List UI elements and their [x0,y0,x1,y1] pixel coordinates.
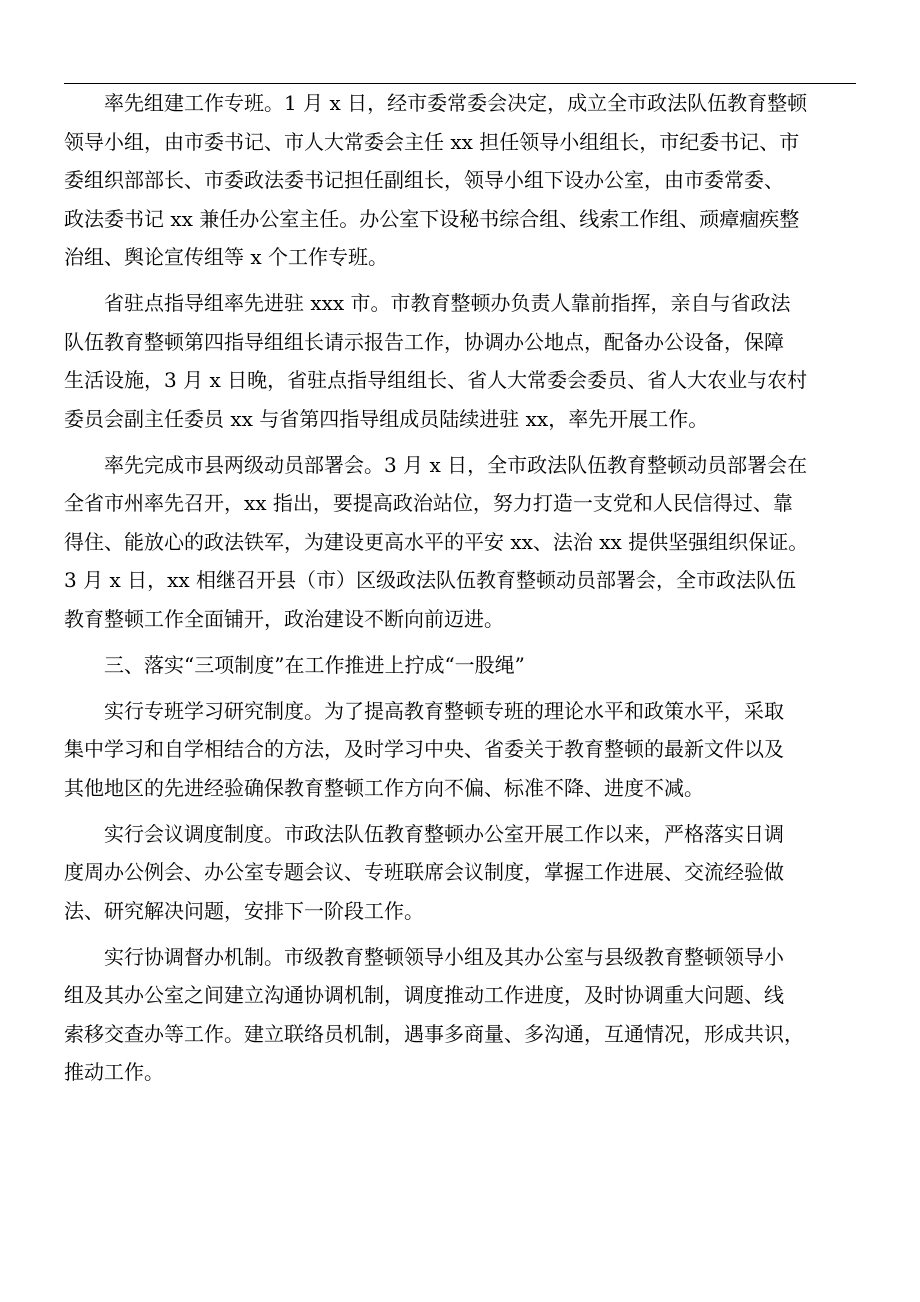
paragraph [64,84,856,277]
text-line: 得住、能放心的政法铁军，为建设更高水平的平安 xx、法治 xx 提供坚强组织保证。 [64,529,809,554]
text-line: 治组、舆论宣传组等 x 个工作专班。 [64,245,388,269]
text-line: 率先组建工作专班。1 月 x 日，经市委常委会决定，成立全市政法队伍教育整顿 [104,91,808,115]
text-line: 组及其办公室之间建立沟通协调机制，调度推动工作进度，及时协调重大问题、线 [64,983,784,1007]
text-line: 实行专班学习研究制度。为了提高教育整顿专班的理论水平和政策水平，采取 [104,698,784,723]
paragraph [64,815,856,931]
text-line: 率先完成市县两级动员部署会。3 月 x 日，全市政法队伍教育整顿动员部署会在 [104,452,808,477]
text-line: 索移交查办等工作。建立联络员机制，遇事多商量、多沟通，互通情况，形成共识， [64,1021,804,1046]
paragraph [64,938,856,1092]
paragraph [64,692,856,808]
text-line: 推动工作。 [64,1060,164,1084]
text-line: 实行协调督办机制。市级教育整顿领导小组及其办公室与县级教育整顿领导小 [104,944,784,969]
text-line: 度周办公例会、办公室专题会议、专班联席会议制度，掌握工作进展、交流经验做 [64,860,784,884]
text-line: 领导小组，由市委书记、市人大常委会主任 xx 担任领导小组组长，市纪委书记、市 [64,129,800,154]
text-line: 集中学习和自学相结合的方法，及时学习中央、省委关于教育整顿的最新文件以及 [64,737,784,761]
document-body [64,84,856,1099]
text-line: 政法委书记 xx 兼任办公室主任。办公室下设秘书综合组、线索工作组、顽瘴痼疾整 [64,206,800,231]
paragraph [64,646,856,685]
text-line: 教育整顿工作全面铺开，政治建设不断向前迈进。 [64,606,504,631]
text-line: 其他地区的先进经验确保教育整顿工作方向不偏、标准不降、进度不减。 [64,775,704,800]
text-line: 3 月 x 日，xx 相继召开县（市）区级政法队伍教育整顿动员部署会，全市政法队伍 [64,568,796,592]
text-line: 省驻点指导组率先进驻 xxx 市。市教育整顿办负责人靠前指挥，亲自与省政法 [104,291,791,315]
text-line: 实行会议调度制度。市政法队伍教育整顿办公室开展工作以来，严格落实日调 [104,821,784,846]
text-line: 法、研究解决问题，安排下一阶段工作。 [64,898,424,923]
text-line: 队伍教育整顿第四指导组组长请示报告工作，协调办公地点，配备办公设备，保障 [64,329,784,354]
paragraph [64,284,856,438]
paragraph [64,446,856,639]
text-line: 三、落实“三项制度”在工作推进上拧成“一股绳” [104,652,525,677]
text-line: 委组织部部长、市委政法委书记担任副组长，领导小组下设办公室，由市委常委、 [64,168,784,192]
text-line: 全省市州率先召开，xx 指出，要提高政治站位，努力打造一支党和人民信得过、靠 [64,491,793,515]
text-line: 生活设施，3 月 x 日晚，省驻点指导组组长、省人大常委会委员、省人大农业与农村 [64,368,808,392]
text-line: 委员会副主任委员 xx 与省第四指导组成员陆续进驻 xx，率先开展工作。 [64,406,709,431]
